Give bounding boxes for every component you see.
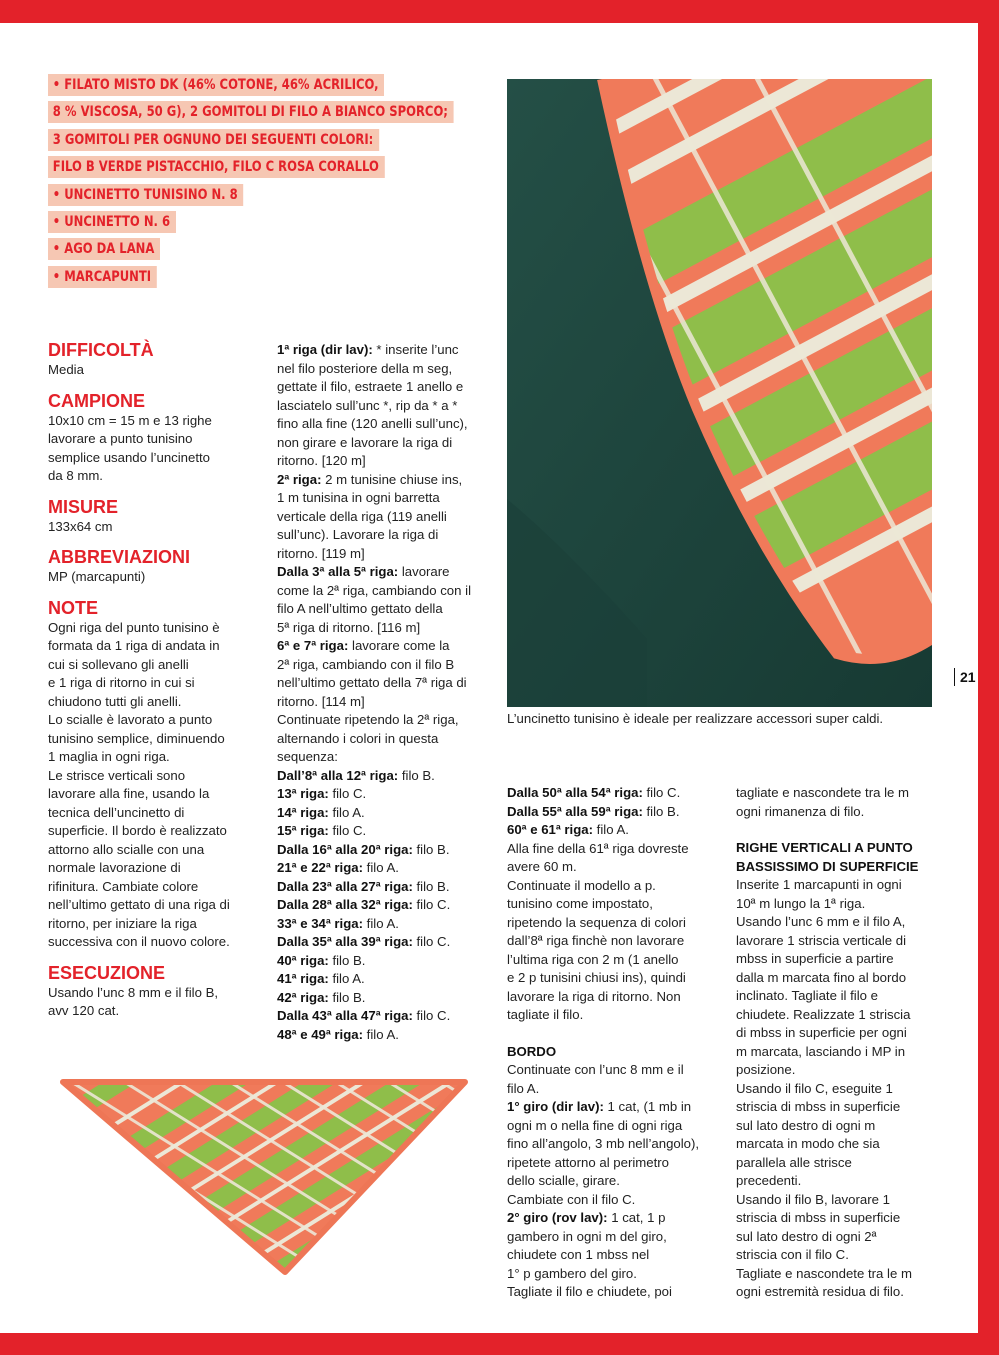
- instruction-row: [277, 748, 487, 767]
- row-text: Alla fine della 61ª riga dovreste: [507, 840, 689, 856]
- materials-line: • UNCINETTO N. 6: [48, 211, 176, 233]
- row-text: filo A.: [328, 971, 365, 986]
- instruction-row: [277, 1007, 487, 1026]
- instruction-row: [507, 1172, 717, 1191]
- row-text: come la 2ª riga, cambiando con il: [277, 582, 472, 598]
- row-label: 42ª riga:: [277, 989, 329, 1005]
- gauge-heading: CAMPIONE: [48, 390, 146, 411]
- instruction-row: [507, 1228, 717, 1247]
- notes-line: lavorare alla fine, usando la: [48, 786, 210, 801]
- instructions-column-1: [277, 341, 487, 1044]
- instruction-row: [507, 1209, 717, 1228]
- row-text: filo C.: [412, 1008, 451, 1023]
- instruction-row: [507, 1080, 717, 1099]
- row-text: filo C.: [642, 785, 681, 800]
- page-number: 21: [954, 668, 976, 686]
- notes-line: e 1 riga di ritorno in cui si: [48, 675, 195, 690]
- row-text: gettate il filo, estraete 1 anello e: [277, 379, 464, 394]
- row-text: fino all’angolo, 3 mb nell’angolo),: [507, 1136, 700, 1151]
- vertical-line: sul lato destro di ogni m: [736, 1117, 876, 1133]
- row-text: filo A nell’ultimo gettato della: [277, 601, 443, 616]
- row-text: Tagliate il filo e chiudete, poi: [507, 1284, 672, 1299]
- row-text: filo A.: [328, 804, 365, 820]
- instruction-row: [277, 452, 487, 471]
- row-text: filo A.: [363, 915, 399, 931]
- row-text: filo A.: [593, 822, 629, 837]
- row-text: lasciatelo sull’unc *, rip da * a *: [277, 397, 458, 413]
- row-text: alternando i colori in questa: [277, 730, 439, 746]
- notes-line: 1 maglia in ogni riga.: [48, 749, 170, 764]
- row-text: sull’unc). Lavorare la riga di: [277, 527, 439, 542]
- vertical-line: di mbss in superficie per ogni: [736, 1025, 907, 1040]
- instruction-row: [277, 711, 487, 730]
- execution-line: Usando l’unc 8 mm e il filo B,: [48, 984, 219, 1000]
- row-label: Dalla 23ª alla 27ª riga:: [277, 878, 413, 894]
- text-line: tagliate e nascondete tra le m: [736, 785, 910, 800]
- instruction-row: [507, 1283, 717, 1302]
- vertical-line: Inserite 1 marcapunti in ogni: [736, 877, 902, 892]
- instruction-row: [277, 1026, 487, 1045]
- instruction-row: [277, 378, 487, 397]
- instruction-row: [277, 933, 487, 952]
- instruction-row: [277, 841, 487, 860]
- execution-line: avv 120 cat.: [48, 1003, 120, 1018]
- row-text: lavorare: [398, 564, 450, 579]
- row-label: 13ª riga:: [277, 786, 329, 801]
- notes-line: superficie. Il bordo è realizzato: [48, 823, 227, 838]
- row-label: Dalla 50ª alla 54ª riga:: [507, 785, 643, 800]
- instruction-row: [507, 1246, 717, 1265]
- row-text: e 2 p tunisini chiusi ins), quindi: [507, 970, 686, 985]
- materials-line: 8 % VISCOSA, 50 G), 2 GOMITOLI DI FILO A BIANCO SPORCO;: [48, 101, 454, 123]
- row-text: 1 m tunisina in ogni barretta: [277, 490, 440, 505]
- row-label: 41ª riga:: [277, 971, 329, 986]
- gauge-line: lavorare a punto tunisino: [48, 431, 193, 446]
- difficulty-heading: DIFFICOLTÀ: [48, 340, 154, 360]
- row-text: ritorno. [114 m]: [277, 693, 365, 709]
- row-label: Dalla 28ª alla 32ª riga:: [277, 897, 413, 912]
- instruction-row: [507, 1061, 717, 1080]
- text-line: ogni rimanenza di filo.: [736, 803, 865, 819]
- row-text: nel filo posteriore della m seg,: [277, 360, 453, 376]
- row-text: Continuate con l’unc 8 mm e il: [507, 1062, 684, 1077]
- instruction-row: [277, 785, 487, 804]
- shawl-flat-photo: [55, 1076, 470, 1276]
- vertical-line: posizione.: [736, 1062, 796, 1077]
- instruction-row: [507, 1098, 717, 1117]
- instruction-row: [277, 767, 487, 786]
- row-label: 2ª riga:: [277, 471, 322, 487]
- row-text: avere 60 m.: [507, 859, 577, 874]
- vertical-line: Usando il filo C, eseguite 1: [736, 1080, 893, 1096]
- instruction-row: [277, 896, 487, 915]
- instruction-row: [277, 341, 487, 360]
- instruction-row: [277, 674, 487, 693]
- notes-line: rifinitura. Cambiate colore: [48, 878, 199, 894]
- notes-line: successiva con il nuovo colore.: [48, 934, 230, 949]
- notes-line: Lo scialle è lavorato a punto: [48, 712, 213, 727]
- instruction-row: [277, 471, 487, 490]
- row-text: 1 cat, (1 mb in: [603, 1099, 692, 1114]
- row-text: filo B.: [642, 803, 680, 819]
- instruction-row: [277, 822, 487, 841]
- row-text: ripetete attorno al perimetro: [507, 1154, 669, 1170]
- row-text: chiudete con 1 mbss nel: [507, 1247, 650, 1262]
- instruction-row: [507, 988, 717, 1007]
- row-text: lavorare la riga di ritorno. Non: [507, 988, 681, 1004]
- row-text: filo C.: [412, 934, 451, 949]
- row-text: non girare e lavorare la riga di: [277, 434, 453, 450]
- row-text: lavorare come la: [348, 638, 450, 653]
- notes-heading: NOTE: [48, 597, 99, 618]
- row-text: 1° p gambero del giro.: [507, 1265, 637, 1281]
- notes-line: normale lavorazione di: [48, 860, 181, 875]
- row-text: tunisino come impostato,: [507, 896, 653, 911]
- instruction-row: [277, 915, 487, 934]
- row-text: filo B.: [328, 989, 366, 1005]
- notes-line: tecnica dell’uncinetto di: [48, 804, 185, 820]
- border-heading: BORDO: [507, 1043, 557, 1059]
- instruction-row: [277, 360, 487, 379]
- row-label: 6ª e 7ª riga:: [277, 638, 349, 653]
- row-text: filo B.: [398, 767, 435, 783]
- gauge-line: da 8 mm.: [48, 468, 103, 483]
- notes-line: chiudono tutti gli anelli.: [48, 693, 182, 709]
- abbreviations-heading: ABBREVIAZIONI: [48, 547, 191, 567]
- sizes-heading: MISURE: [48, 496, 119, 517]
- row-text: Continuate il modello a p.: [507, 877, 656, 893]
- row-label: 2° giro (rov lav):: [507, 1210, 608, 1225]
- sizes-text: 133x64 cm: [48, 518, 113, 534]
- row-label: Dalla 16ª alla 20ª riga:: [277, 841, 413, 857]
- vertical-line: mbss in superficie a partire: [736, 951, 894, 966]
- vertical-line: striscia di mbss in superficie: [736, 1210, 901, 1225]
- row-text: 1 cat, 1 p: [607, 1210, 666, 1225]
- instruction-row: [277, 508, 487, 527]
- vertical-line: Usando il filo B, lavorare 1: [736, 1191, 890, 1207]
- instruction-row: [507, 840, 717, 859]
- instruction-row: [507, 1154, 717, 1173]
- row-text: filo A.: [363, 1026, 399, 1042]
- row-text: ritorno. [119 m]: [277, 545, 365, 561]
- vertical-line: 10ª m lungo la 1ª riga.: [736, 895, 866, 911]
- instruction-row: [507, 932, 717, 951]
- row-label: 21ª e 22ª riga:: [277, 860, 364, 875]
- materials-line: • AGO DA LANA: [48, 238, 160, 260]
- instruction-row: [277, 545, 487, 564]
- row-text: ogni m o nella fine di ogni riga: [507, 1117, 683, 1133]
- row-text: Cambiate con il filo C.: [507, 1191, 636, 1207]
- instruction-row: [277, 582, 487, 601]
- row-text: filo B.: [412, 878, 450, 894]
- vertical-rows-heading: BASSISSIMO DI SUPERFICIE: [736, 858, 919, 874]
- row-text: gambero in ogni m del giro,: [507, 1228, 667, 1244]
- row-text: 2ª riga, cambiando con il filo B: [277, 656, 455, 672]
- vertical-line: precedenti.: [736, 1173, 802, 1188]
- instruction-row: [277, 526, 487, 545]
- instruction-row: [507, 821, 717, 840]
- instruction-row: [507, 1117, 717, 1136]
- row-text: fino alla fine (120 anelli sull’unc),: [277, 416, 468, 431]
- row-label: Dall’8ª alla 12ª riga:: [277, 767, 399, 783]
- instruction-row: [507, 877, 717, 896]
- instruction-row: [277, 878, 487, 897]
- difficulty-text: Media: [48, 362, 84, 377]
- instruction-row: [507, 1191, 717, 1210]
- row-text: filo C.: [328, 786, 367, 801]
- instructions-column-3: [736, 784, 946, 1302]
- row-label: 33ª e 34ª riga:: [277, 915, 364, 931]
- vertical-line: dalla m marcata fino al bordo: [736, 969, 907, 985]
- instruction-row: [277, 637, 487, 656]
- gauge-line: semplice usando l’uncinetto: [48, 449, 211, 465]
- notes-line: attorno allo scialle con una: [48, 841, 205, 857]
- vertical-line: Usando l’unc 6 mm e il filo A,: [736, 914, 906, 929]
- instruction-row: [507, 914, 717, 933]
- row-label: 15ª riga:: [277, 823, 329, 838]
- row-text: filo B.: [412, 841, 450, 857]
- instruction-row: [277, 434, 487, 453]
- instruction-row: [507, 895, 717, 914]
- row-text: filo C.: [328, 823, 367, 838]
- notes-line: Ogni riga del punto tunisino è: [48, 619, 220, 635]
- row-text: 5ª riga di ritorno. [116 m]: [277, 619, 421, 635]
- row-text: tagliate il filo.: [507, 1007, 584, 1022]
- instruction-row: [507, 803, 717, 822]
- row-text: Continuate ripetendo la 2ª riga,: [277, 712, 459, 727]
- vertical-line: inclinato. Tagliate il filo e: [736, 988, 878, 1003]
- row-label: 60ª e 61ª riga:: [507, 822, 594, 837]
- row-text: filo A.: [507, 1080, 540, 1096]
- vertical-line: marcata in modo che sia: [736, 1136, 880, 1151]
- row-text: filo C.: [412, 897, 451, 912]
- instruction-row: [507, 951, 717, 970]
- vertical-line: ogni estremità residua di filo.: [736, 1284, 904, 1299]
- notes-line: nell’ultimo gettato di una riga di: [48, 897, 230, 912]
- materials-line: 3 GOMITOLI PER OGNUNO DEI SEGUENTI COLORI:: [48, 129, 379, 151]
- photo-caption: L’uncinetto tunisino è ideale per realizzare accessori super caldi.: [507, 711, 884, 726]
- instruction-row: [507, 784, 717, 803]
- instruction-row: [277, 563, 487, 582]
- instruction-row: [277, 656, 487, 675]
- row-label: Dalla 43ª alla 47ª riga:: [277, 1008, 413, 1023]
- vertical-line: striscia di mbss in superficie: [736, 1099, 901, 1114]
- instruction-row: [277, 952, 487, 971]
- instruction-row: [507, 1006, 717, 1025]
- row-text: ripetendo la sequenza di colori: [507, 914, 686, 930]
- row-label: 1ª riga (dir lav):: [277, 342, 373, 357]
- row-label: Dalla 35ª alla 39ª riga:: [277, 934, 413, 949]
- vertical-line: Tagliate e nascondete tra le m: [736, 1265, 912, 1281]
- row-text: * inserite l’unc: [372, 342, 459, 357]
- row-label: Dalla 3ª alla 5ª riga:: [277, 564, 399, 579]
- materials-line: • FILATO MISTO DK (46% COTONE, 46% ACRILICO,: [48, 74, 384, 96]
- row-label: 40ª riga:: [277, 952, 329, 968]
- scarf-photo-illustration: [507, 79, 932, 707]
- row-text: ritorno. [120 m]: [277, 453, 366, 468]
- row-text: verticale della riga (119 anelli: [277, 508, 447, 524]
- instruction-row: [277, 600, 487, 619]
- instruction-row: [277, 619, 487, 638]
- info-column: [48, 339, 253, 1021]
- row-text: 2 m tunisine chiuse ins,: [321, 471, 463, 487]
- notes-body: [48, 619, 253, 952]
- gauge-line: 10x10 cm = 15 m e 13 righe: [48, 412, 212, 428]
- row-text: filo B.: [328, 952, 366, 968]
- vertical-rows-heading: RIGHE VERTICALI A PUNTO: [736, 840, 913, 855]
- row-label: 14ª riga:: [277, 804, 329, 820]
- vertical-line: parallela alle strisce: [736, 1154, 852, 1170]
- instruction-row: [277, 730, 487, 749]
- row-label: 1° giro (dir lav):: [507, 1099, 604, 1114]
- vertical-rows-body: [736, 876, 946, 1302]
- row-text: filo A.: [363, 860, 399, 875]
- abbreviations-text: MP (marcapunti): [48, 569, 146, 584]
- row-label: 48ª e 49ª riga:: [277, 1026, 364, 1042]
- row-text: nell’ultimo gettato della 7ª riga di: [277, 675, 467, 690]
- row-label: Dalla 55ª alla 59ª riga:: [507, 803, 643, 819]
- notes-line: Le strisce verticali sono: [48, 767, 186, 783]
- notes-line: cui si sollevano gli anelli: [48, 656, 189, 672]
- row-text: sequenza:: [277, 749, 338, 764]
- instruction-row: [277, 397, 487, 416]
- vertical-line: lavorare 1 striscia verticale di: [736, 932, 907, 948]
- shawl-illustration: [55, 1076, 470, 1276]
- instruction-row: [277, 415, 487, 434]
- row-text: dall’8ª riga finchè non lavorare: [507, 933, 685, 948]
- vertical-line: sul lato destro di ogni 2ª: [736, 1228, 877, 1244]
- notes-line: ritorno, per iniziare la riga: [48, 915, 197, 931]
- instruction-row: [507, 969, 717, 988]
- instruction-row: [507, 1135, 717, 1154]
- instruction-row: [277, 989, 487, 1008]
- row-text: l’ultima riga con 2 m (1 anello: [507, 951, 679, 967]
- instruction-row: [507, 1265, 717, 1284]
- vertical-line: m marcata, lasciando i MP in: [736, 1043, 906, 1059]
- vertical-line: chiudete. Realizzate 1 striscia: [736, 1006, 911, 1022]
- materials-line: • UNCINETTO TUNISINO N. 8: [48, 184, 243, 206]
- instruction-row: [277, 489, 487, 508]
- materials-list: [48, 74, 498, 293]
- notes-line: tunisino semplice, diminuendo: [48, 730, 225, 746]
- materials-line: FILO B VERDE PISTACCHIO, FILO C ROSA CORALLO: [48, 156, 384, 178]
- execution-heading: ESECUZIONE: [48, 962, 166, 983]
- notes-line: formata da 1 riga di andata in: [48, 638, 220, 653]
- instructions-column-2: [507, 784, 717, 1302]
- scarf-photo: [507, 79, 932, 707]
- instruction-row: [277, 693, 487, 712]
- page-sheet: [0, 23, 978, 1333]
- row-text: dello scialle, girare.: [507, 1173, 620, 1188]
- vertical-line: striscia con il filo C.: [736, 1247, 849, 1262]
- instruction-row: [277, 859, 487, 878]
- materials-line: • MARCAPUNTI: [48, 266, 157, 288]
- instruction-row: [277, 970, 487, 989]
- instruction-row: [277, 804, 487, 823]
- instruction-row: [507, 858, 717, 877]
